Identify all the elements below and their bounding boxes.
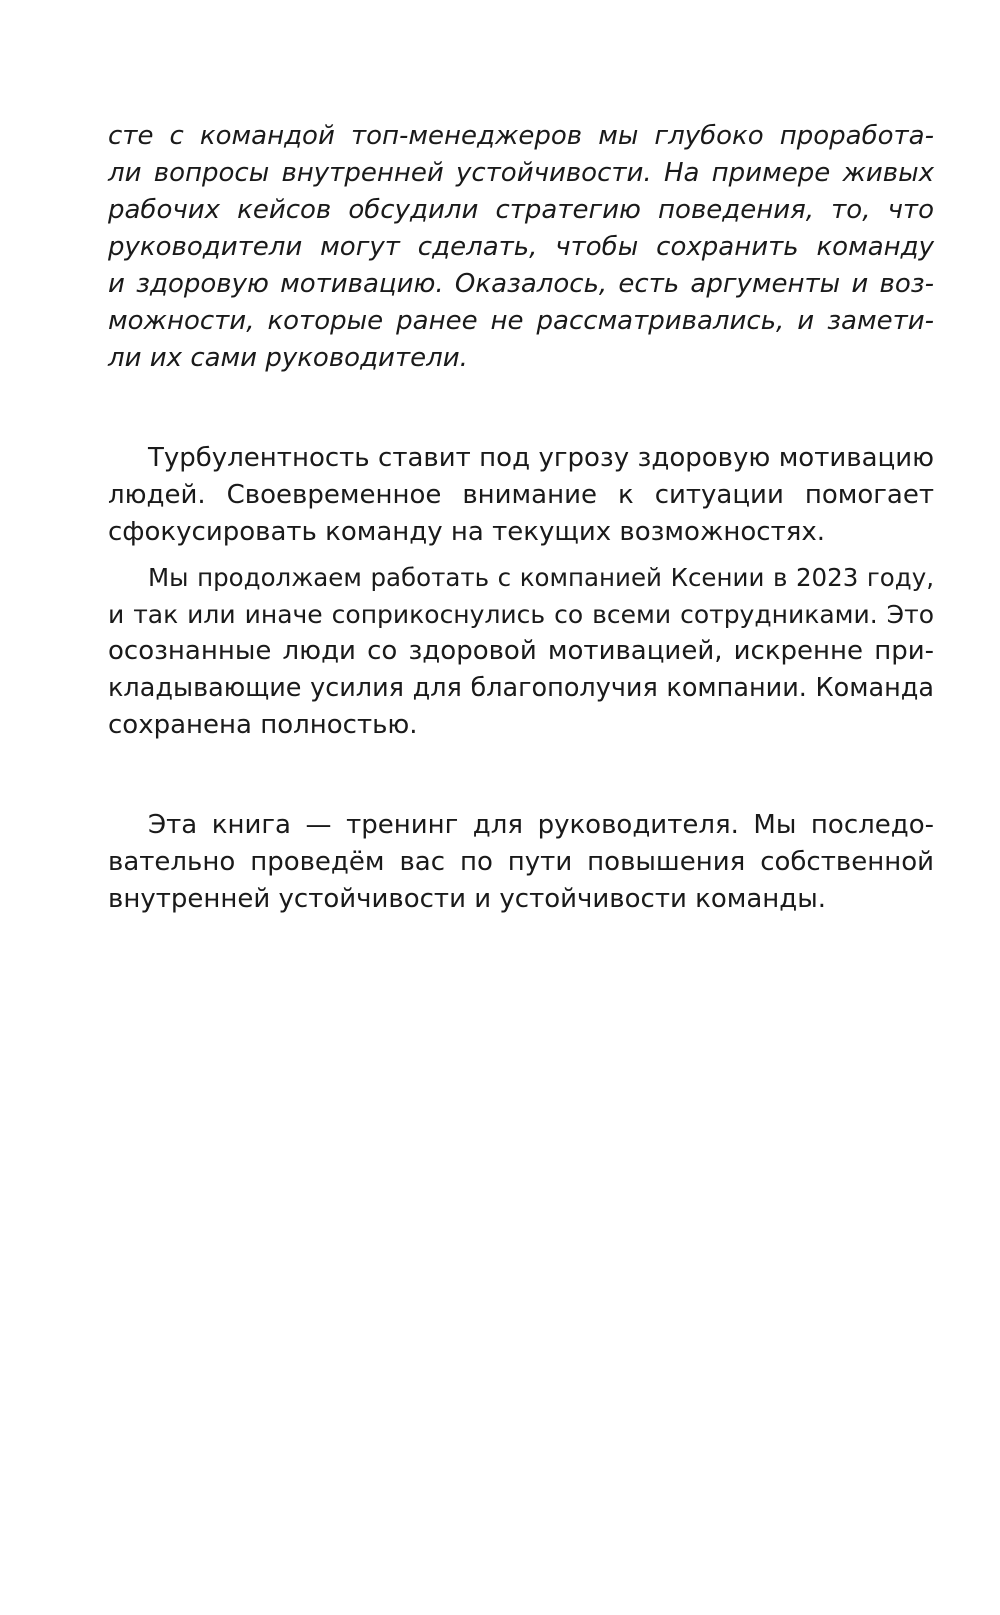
text-line: ли их сами руководители.: [108, 343, 468, 373]
book-page: [108, 118, 934, 918]
case-study-paragraph: [108, 118, 934, 377]
turbulence-paragraph: [108, 440, 934, 551]
text-line: ли вопросы внутренней устойчивости. На примере живых: [108, 158, 934, 188]
text-line: и здоровую мотивацию. Оказалось, есть аргументы и воз-: [108, 269, 934, 299]
text-line: руководители могут сделать, чтобы сохранить команду: [108, 232, 934, 262]
text-line: Мы продолжаем работать с компанией Ксении в 2023 году,: [148, 563, 934, 592]
text-line: можности, которые ранее не рассматривались, и замети-: [108, 306, 934, 336]
text-line: и так или иначе соприкоснулись со всеми сотрудниками. Это: [108, 600, 934, 629]
text-line: сте с командой топ-менеджеров мы глубоко проработа-: [108, 121, 934, 151]
text-line: людей. Своевременное внимание к ситуации помогает: [108, 480, 934, 510]
text-line: сохранена полностью.: [108, 710, 418, 740]
text-line: Турбулентность ставит под угрозу здоровую мотивацию: [148, 443, 934, 473]
text-line: внутренней устойчивости и устойчивости команды.: [108, 884, 827, 914]
text-line: сфокусировать команду на текущих возможностях.: [108, 517, 826, 547]
text-line: кладывающие усилия для благополучия компании. Команда: [108, 673, 934, 703]
book-intro-paragraph: [108, 807, 934, 918]
text-line: вательно проведём вас по пути повышения собственной: [108, 847, 934, 877]
company-paragraph: [108, 559, 934, 744]
text-line: рабочих кейсов обсудили стратегию поведения, то, что: [108, 195, 934, 225]
text-line: осознанные люди со здоровой мотивацией, искренне при-: [108, 636, 934, 666]
text-line: Эта книга — тренинг для руководителя. Мы последо-: [148, 810, 934, 840]
